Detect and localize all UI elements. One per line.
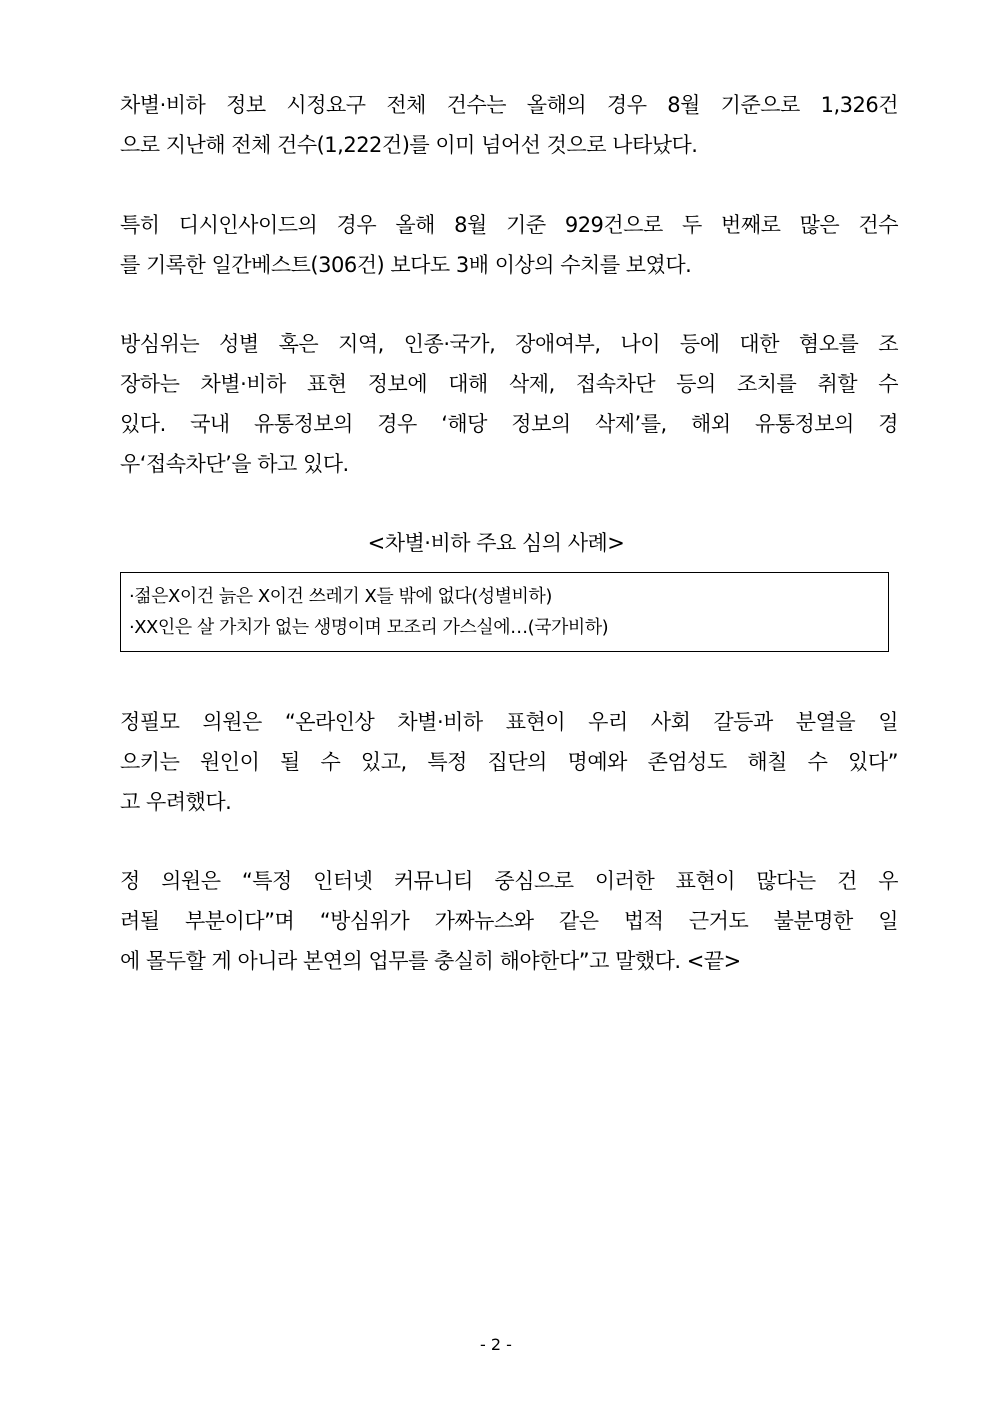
paragraph-line: 있다. 국내 유통정보의 경우 ‘해당 정보의 삭제’를, 해외 유통정보의 경: [120, 412, 898, 436]
example-item: ·젊은X이건 늙은 X이건 쓰레기 X들 밖에 없다(성별비하): [129, 586, 552, 607]
paragraph-line: 차별·비하 정보 시정요구 전체 건수는 올해의 경우 8월 기준으로 1,326건: [120, 93, 898, 117]
paragraph-line: 장하는 차별·비하 표현 정보에 대해 삭제, 접속차단 등의 조치를 취할 수: [120, 372, 898, 396]
paragraph-line: 방심위는 성별 혹은 지역, 인종·국가, 장애여부, 나이 등에 대한 혐오를 조: [120, 332, 898, 356]
paragraph-line: 를 기록한 일간베스트(306건) 보다도 3배 이상의 수치를 보였다.: [120, 253, 692, 277]
paragraph-1: [120, 85, 898, 165]
paragraph-line: 려될 부분이다”며 “방심위가 가짜뉴스와 같은 법적 근거도 불분명한 일: [120, 909, 898, 933]
paragraph-line: 정필모 의원은 “온라인상 차별·비하 표현이 우리 사회 갈등과 분열을 일: [120, 710, 898, 734]
paragraph-5: [120, 861, 898, 981]
paragraph-2: [120, 205, 898, 285]
page-number: - 2 -: [480, 1335, 512, 1354]
paragraph-line: 고 우려했다.: [120, 790, 232, 814]
examples-caption: <차별·비하 주요 심의 사례>: [367, 531, 625, 555]
paragraph-line: 우‘접속차단’을 하고 있다.: [120, 452, 349, 476]
examples-box: [120, 572, 889, 652]
paragraph-3: [120, 324, 898, 484]
paragraph-line: 으로 지난해 전체 건수(1,222건)를 이미 넘어선 것으로 나타났다.: [120, 133, 698, 157]
paragraph-line: 특히 디시인사이드의 경우 올해 8월 기준 929건으로 두 번째로 많은 건수: [120, 213, 898, 237]
paragraph-line: 으키는 원인이 될 수 있고, 특정 집단의 명예와 존엄성도 해칠 수 있다”: [120, 750, 898, 774]
example-item: ·XX인은 살 가치가 없는 생명이며 모조리 가스실에…(국가비하): [129, 617, 609, 638]
paragraph-line: 정 의원은 “특정 인터넷 커뮤니티 중심으로 이러한 표현이 많다는 건 우: [120, 869, 898, 893]
paragraph-line: 에 몰두할 게 아니라 본연의 업무를 충실히 해야한다”고 말했다. <끝>: [120, 949, 741, 973]
paragraph-4: [120, 702, 898, 822]
